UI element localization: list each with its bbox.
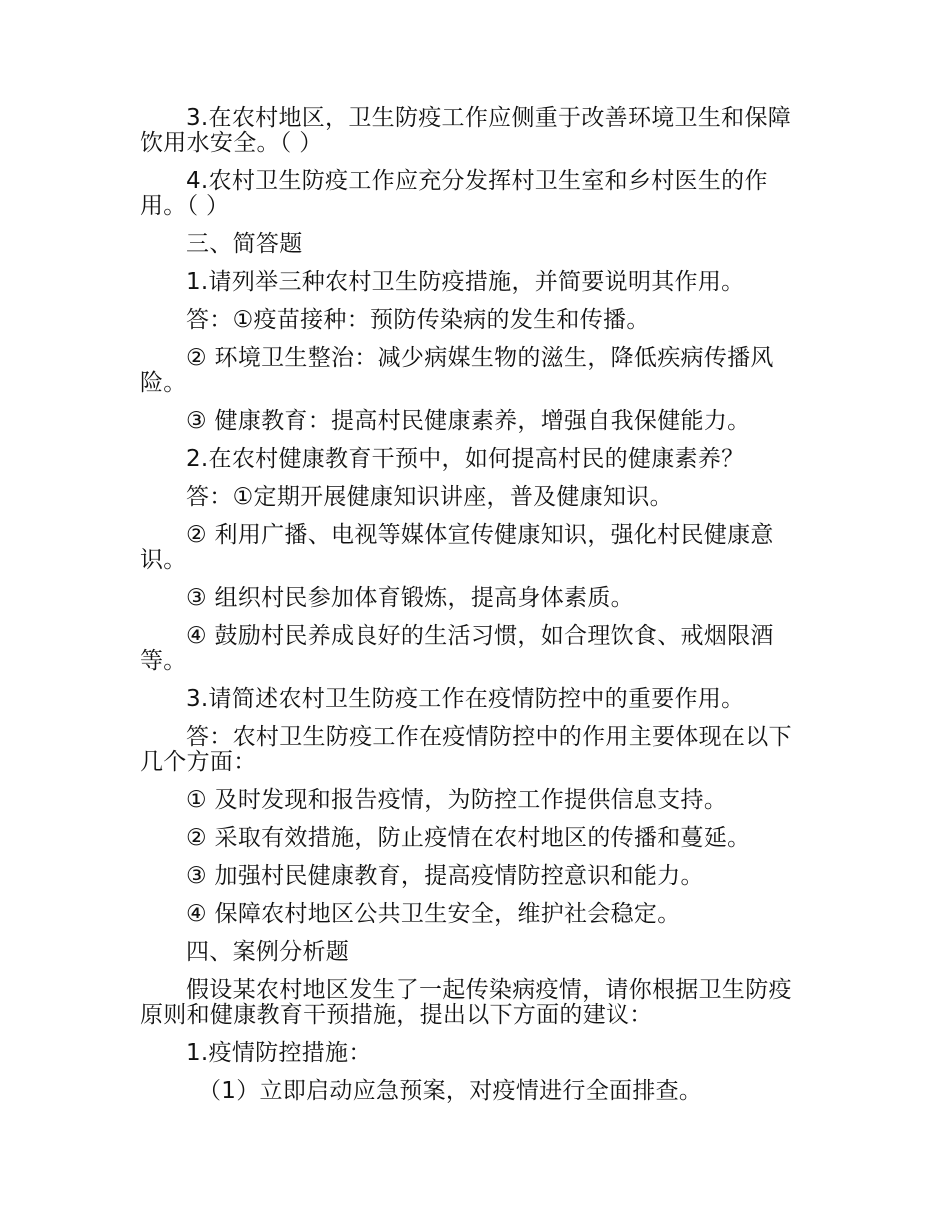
answer-1-point-3: ③ 健康教育：提高村民健康素养，增强自我保健能力。 xyxy=(186,408,751,434)
question-3: 3.请简述农村卫生防疫工作在疫情防控中的重要作用。 xyxy=(186,686,745,712)
document-body xyxy=(140,106,810,1117)
answer-2-point-3: ③ 组织村民参加体育锻炼，提高身体素质。 xyxy=(186,585,634,611)
case-measure-1: （1）立即启动应急预案，对疫情进行全面排查。 xyxy=(198,1078,703,1104)
section-heading-case-analysis: 四、案例分析题 xyxy=(186,939,350,965)
answer-2-point-4: ④ 鼓励村民养成良好的生活习惯，如合理饮食、戒烟限酒等。 xyxy=(140,623,774,674)
true-false-item-4: 4.农村卫生防疫工作应充分发挥村卫生室和乡村医生的作用。（ ） xyxy=(140,168,768,219)
true-false-item-3: 3.在农村地区，卫生防疫工作应侧重于改善环境卫生和保障饮用水安全。（ ） xyxy=(140,105,792,156)
case-subheading-1: 1.疫情防控措施： xyxy=(186,1040,372,1066)
answer-1-point-1: 答：①疫苗接种：预防传染病的发生和传播。 xyxy=(186,307,650,333)
question-1: 1.请列举三种农村卫生防疫措施，并简要说明其作用。 xyxy=(186,269,745,295)
answer-3-intro: 答：农村卫生防疫工作在疫情防控中的作用主要体现在以下几个方面： xyxy=(140,724,792,775)
question-2: 2.在农村健康教育干预中，如何提高村民的健康素养？ xyxy=(186,446,745,472)
section-heading-short-answer: 三、简答题 xyxy=(186,231,303,257)
answer-2-point-2: ② 利用广播、电视等媒体宣传健康知识，强化村民健康意识。 xyxy=(140,522,774,573)
answer-3-point-1: ① 及时发现和报告疫情，为防控工作提供信息支持。 xyxy=(186,787,728,813)
answer-3-point-3: ③ 加强村民健康教育，提高疫情防控意识和能力。 xyxy=(186,863,704,889)
answer-1-point-2: ② 环境卫生整治：减少病媒生物的滋生，降低疾病传播风险。 xyxy=(140,345,774,396)
answer-3-point-4: ④ 保障农村地区公共卫生安全，维护社会稳定。 xyxy=(186,901,681,927)
answer-3-point-2: ② 采取有效措施，防止疫情在农村地区的传播和蔓延。 xyxy=(186,825,751,851)
answer-2-point-1: 答：①定期开展健康知识讲座，普及健康知识。 xyxy=(186,484,673,510)
case-scenario: 假设某农村地区发生了一起传染病疫情，请你根据卫生防疫原则和健康教育干预措施，提出以下方面的建议： xyxy=(140,977,792,1028)
